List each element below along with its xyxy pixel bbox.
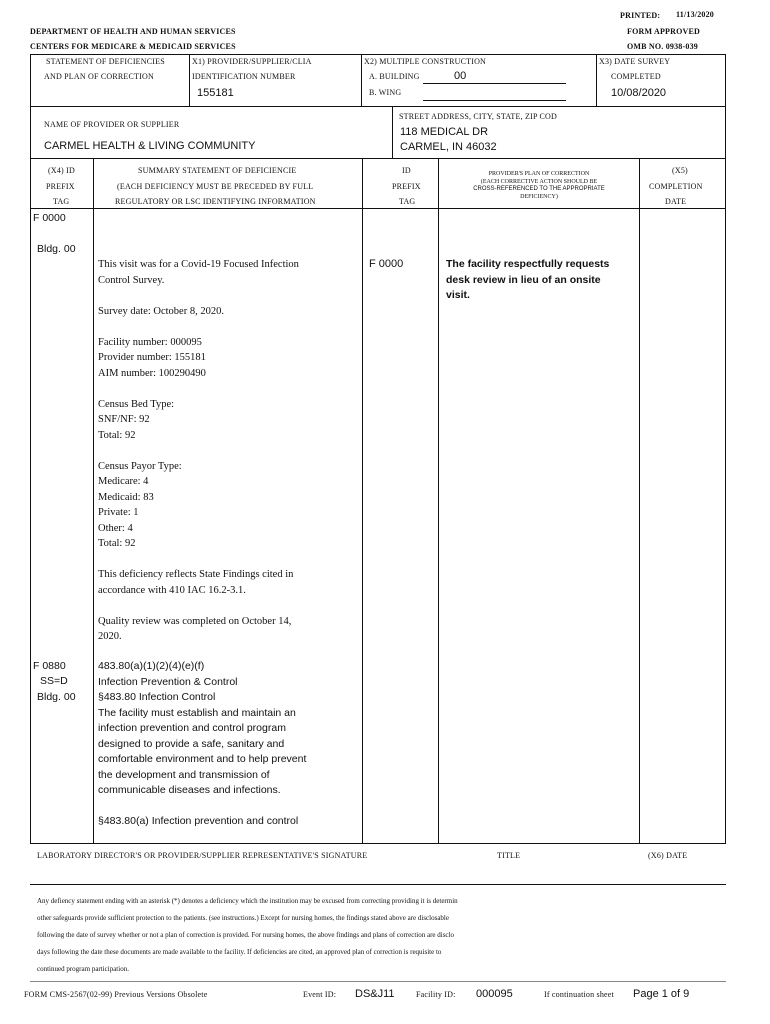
summary-header-2: (EACH DEFICIENCY MUST BE PRECEDED BY FULL [117, 182, 314, 191]
printed-label: PRINTED: [620, 11, 661, 20]
provider-name: CARMEL HEALTH & LIVING COMMUNITY [44, 140, 256, 152]
rule [30, 158, 31, 844]
plan-header-2: (EACH CORRECTIVE ACTION SHOULD BE [480, 178, 598, 185]
continuation-label: If continuation sheet [544, 990, 614, 999]
rule [30, 106, 31, 159]
rule [30, 843, 726, 844]
summary-header-3: REGULATORY OR LSC IDENTIFYING INFORMATION [115, 197, 316, 206]
disclaimer-line: following the date of survey whether or not a plan of correction is provided. For nursing homes, the above findings and plans of correction are disclo [37, 931, 454, 939]
regulation-line: §483.80(a) Infection prevention and control [98, 815, 299, 827]
rule [596, 54, 597, 107]
provider-name-label: NAME OF PROVIDER OR SUPPLIER [44, 120, 180, 129]
rule [30, 884, 726, 885]
rule [30, 54, 726, 55]
regulation-line: the development and transmission of [98, 768, 270, 781]
x5-header-3: DATE [665, 197, 687, 206]
prefix-tag-1: F 0000 [33, 212, 66, 224]
rule [30, 158, 726, 159]
form-number: FORM CMS-2567(02-99) Previous Versions Obsolete [24, 990, 208, 999]
director-signature-label: LABORATORY DIRECTOR'S OR PROVIDER/SUPPLIER REPRESENTATIVE'S SIGNATURE [37, 851, 368, 860]
centers-heading: CENTERS FOR MEDICARE & MEDICAID SERVICES [30, 42, 236, 51]
regulation-line: Infection Prevention & Control [98, 675, 238, 688]
summary-statement: This visit was for a Covid-19 Focused Infection Control Survey. Survey date: October 8, 2020. Facility number: 000095 Provider number: 155181 AIM number: 100290490 Census Bed Type: SNF/NF: 92 Total: 92 Census Payor Type: Medicare: 4 Medicaid: 83 Private: 1 Other: 4 Total: 92 This deficiency reflects State Findings cited in accordance with 410 IAC 16.2-3.1. Quality review was completed on October 14, 2020. [98, 259, 299, 642]
dept-heading: DEPARTMENT OF HEALTH AND HUMAN SERVICES [30, 27, 236, 36]
plan-header [440, 171, 638, 201]
rule [361, 54, 362, 107]
statement-label-2: AND PLAN OF CORRECTION [44, 72, 154, 81]
prefix-bldg-2: Bldg. 00 [37, 691, 76, 703]
address-line2: CARMEL, IN 46032 [400, 141, 497, 153]
facility-id: 000095 [476, 988, 513, 1000]
x2-label: X2) MULTIPLE CONSTRUCTION [364, 57, 487, 66]
event-id: DS&J11 [355, 988, 395, 1000]
regulation-text [98, 659, 360, 830]
rule [639, 158, 640, 844]
plan-of-correction: The facility respectfully requests desk review in lieu of an onsite visit. [446, 258, 610, 301]
regulation-line: infection prevention and control program [98, 722, 286, 734]
prefix-bldg-1: Bldg. 00 [37, 243, 76, 255]
facility-id-label: Facility ID: [416, 990, 456, 999]
rule [423, 100, 566, 101]
disclaimer-line: days following the date these documents are made available to the facility. If deficiencies are cited, an approved plan of correction is requisite to [37, 948, 442, 956]
rule [438, 158, 439, 844]
regulation-line: The facility must establish and maintain an [98, 706, 296, 719]
severity-scope: SS=D [40, 675, 68, 687]
survey-date: 10/08/2020 [611, 87, 667, 99]
building-label: A. BUILDING [369, 72, 420, 81]
id-header-3: TAG [399, 197, 416, 206]
rule [30, 208, 726, 209]
rule [30, 981, 726, 982]
x5-header-1: (X5) [672, 166, 688, 175]
rule [189, 54, 190, 107]
building-value: 00 [454, 70, 467, 82]
page-number: Page 1 of 9 [633, 988, 690, 1000]
rule [93, 158, 94, 844]
statement-label-1: STATEMENT OF DEFICIENCIES [46, 57, 165, 66]
x5-header-2: COMPLETION [649, 182, 703, 191]
regulation-line: designed to provide a safe, sanitary and [98, 737, 285, 750]
disclaimer-line: Any defiency statement ending with an asterisk (*) denotes a deficiency which the institution may be excused from correcting providing it is determin [37, 897, 458, 905]
id-prefix-tag-1: F 0000 [369, 258, 404, 270]
rule [30, 54, 31, 107]
x1-label-1: X1) PROVIDER/SUPPLIER/CLIA [192, 57, 312, 66]
x4-header-2: PREFIX [46, 182, 75, 191]
regulation-line: 483.80(a)(1)(2)(4)(e)(f) [98, 660, 205, 672]
rule [423, 83, 566, 84]
disclaimer-line: continued program participation. [37, 965, 129, 973]
summary-header-1: SUMMARY STATEMENT OF DEFICIENCIE [138, 166, 297, 175]
regulation-line [98, 799, 360, 815]
id-header-2: PREFIX [392, 182, 421, 191]
rule [30, 106, 726, 107]
plan-header-3: CROSS-REFERENCED TO THE APPROPRIATE [473, 186, 605, 192]
x4-header-1: (X4) ID [48, 166, 75, 175]
x3-label-2: COMPLETED [611, 72, 661, 81]
wing-label: B. WING [369, 88, 402, 97]
rule [725, 158, 726, 844]
regulation-line: comfortable environment and to help prevent [98, 753, 307, 765]
omb-number: OMB NO. 0938-039 [627, 42, 698, 51]
address-label: STREET ADDRESS, CITY, STATE, ZIP COD [399, 112, 557, 121]
id-header-1: ID [402, 166, 411, 175]
title-label: TITLE [497, 851, 521, 860]
rule [392, 106, 393, 159]
plan-header-4: DEFICIENCY) [520, 193, 558, 200]
provider-number: 155181 [197, 87, 234, 99]
signature-date-label: (X6) DATE [648, 851, 688, 860]
x4-header-3: TAG [53, 197, 70, 206]
form-approved: FORM APPROVED [627, 27, 701, 36]
address-line1: 118 MEDICAL DR [400, 126, 489, 138]
disclaimer [37, 893, 727, 978]
x1-label-2: IDENTIFICATION NUMBER [192, 72, 296, 81]
prefix-tag-2: F 0880 [33, 660, 66, 672]
regulation-line: §483.80 Infection Control [98, 691, 216, 703]
x3-label-1: X3) DATE SURVEY [599, 57, 671, 66]
rule [362, 158, 363, 844]
disclaimer-line: other safeguards provide sufficient protection to the patients. (see instructions.) Except for nursing homes, the findings stated above are disclosable [37, 914, 449, 922]
event-id-label: Event ID: [303, 990, 337, 999]
printed-date: 11/13/2020 [676, 10, 715, 19]
regulation-line: communicable diseases and infections. [98, 784, 281, 796]
plan-header-1: PROVIDER'S PLAN OF CORRECTION [488, 171, 590, 177]
